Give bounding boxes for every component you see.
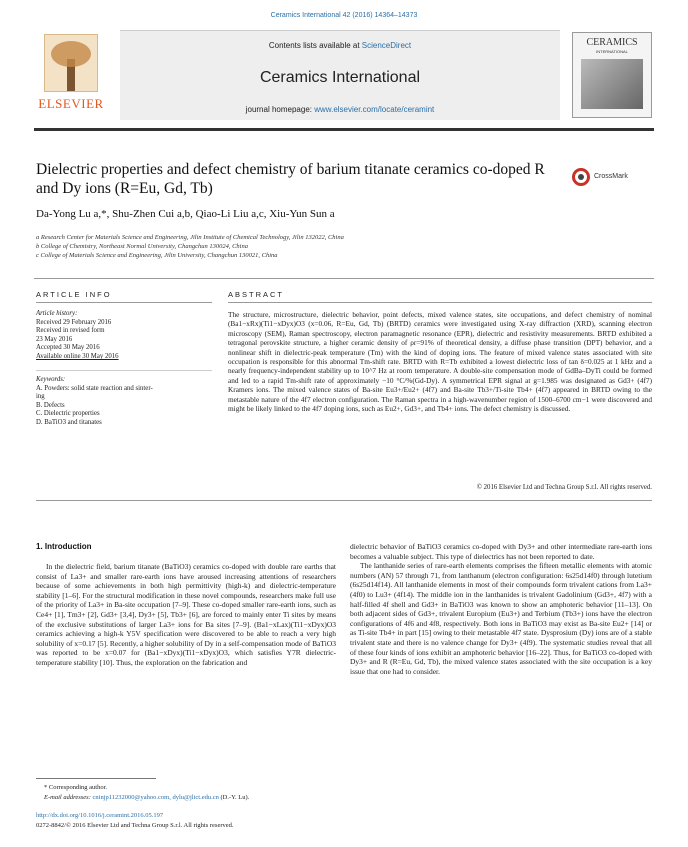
abstract-bottom-rule	[36, 500, 652, 501]
keywords-label: Keywords:	[36, 376, 66, 383]
homepage-link[interactable]: www.elsevier.com/locate/ceramint	[314, 105, 435, 114]
email-label: E-mail addresses:	[44, 794, 93, 801]
history-received: Received 29 February 2016	[36, 318, 112, 326]
email-links[interactable]: cninjp11232000@yahoo.com, dylu@jlict.edu.cn	[92, 794, 219, 801]
affiliation-c: c College of Materials Science and Engineering, Jilin University, Changchun 130021, China	[36, 252, 278, 259]
abstract-heading: ABSTRACT	[228, 290, 285, 299]
intro-paragraph-2: The lanthanide series of rare-earth elements comprises the fifteen metallic elements with atomic numbers (AN) 57 through 71, from lanthanum (electron configuration: 6s25d14f0) through lutetium (6s25d14f14). All lanthanide elements in most of their compounds form trivalent cations from La3+ (4f0) to Lu3+ (4f14). The middle ion in the lanthanides is trivalent Gadolinium (Gd3+, 4f7) with a half-filled 4f shell and Gd3+ in BaTiO3 was known to show an amphoteric behavior [11–13]. On both adjacent sides of Gd3+, trivalent Europium (Eu3+) and Terbium (Tb3+) ions have the electron configurations of 4f6 and 4f8, respectively. Both ions in BaTiO3 may exist as Ba-site Eu2+ [14] or as Ti-site Tb4+ in part [15] owing to their metastable 4f7 state. Dysprosium (Dy) ions are of a stable trivalent state and there is no valence change for Dy3+ (4f9). The systematic studies reveal that all of these four kinds of ions exhibit an amphoteric behavior [16–22]. Thus, for BaTiO3 co-doped with Dy3+ and R (R=Eu, Gd, Tb), the mixed valence states associated with the site occupation is a key issue that one had to consider.	[350, 561, 652, 676]
article-info-heading: ARTICLE INFO	[36, 290, 112, 299]
cover-image	[581, 59, 643, 109]
abstract-rule	[228, 302, 652, 303]
contents-prefix: Contents lists available at	[268, 41, 362, 50]
history-online: Available online 30 May 2016	[36, 352, 119, 360]
crossmark-label: CrossMark	[594, 173, 628, 180]
email-note	[44, 794, 249, 801]
keyword-2: B. Defects	[36, 401, 65, 409]
article-history	[36, 310, 212, 362]
history-label: Article history:	[36, 310, 78, 317]
header-divider	[34, 278, 654, 279]
cover-subtitle: INTERNATIONAL	[596, 49, 628, 54]
journal-banner	[120, 30, 560, 120]
sciencedirect-link[interactable]: ScienceDirect	[361, 41, 412, 50]
abstract-copyright: © 2016 Elsevier Ltd and Techna Group S.r.l. All rights reserved.	[476, 484, 652, 491]
contents-line	[120, 41, 560, 50]
history-revised: Received in revised form	[36, 327, 105, 335]
affiliation-b: b College of Chemistry, Northeast Normal University, Changchun 130024, China	[36, 243, 248, 250]
elsevier-logo[interactable]	[34, 30, 108, 120]
introduction-heading: 1. Introduction	[36, 542, 92, 551]
abstract-body: The structure, microstructure, dielectric behavior, point defects, mixed valence states, site occupations, and defect chemistry of nominal (Ba1−xRx)(Ti1−xDyx)O3 (x=0.06, R=Eu, Gd, Tb) (BRTD) ceramics were investigated using X-ray diffraction (XRD), scanning electron microscopy (SEM), Raman spectroscopy, electron paramagnetic resonance (EPR), dielectric and resistivity measurements. BRTD exhibited a tetragonal perovskite structure, a higher ceramic density of ρr=91% of theoretical density, a diffuse phase transition (DPT) behavior, and a nonlinear shift in dielectric-peak temperature (Tm) with the kind of doping ions. The feature of mixed valence states associated with site occupation is responsible for this abnormal Tm-shift rate. BRTD with R=Tb exhibited a lowest dielectric loss of tan δ=0.025 at 1 kHz and a nearly frequency-independent stability up to 10^7 Hz at room temperature. A double-site compensation mode of GdBa–DyTi could be formed and led to a rapid Tm-shift rate of approximately −10 °C/%(Gd-Dy). A symmetrical EPR signal at g=1.985 was designated as Gd3+ (4f7) Kramers ions. The mixed valence states of Ba-site Eu3+/Eu2+ (4f7) and Ba-site Tb3+/Ti-site Tb4+ (4f7) appeared in BRTD owing to the metastable nature of the 4f7 electron configuration. The Raman spectra in a high-wavenumber region of 1500–6700 cm−1 were discovered and might be likely linked to the 4f7 doping ions, such as Eu2+, Gd3+, and Tb4+ ions. The defect chemistry is discussed.	[228, 310, 652, 414]
intro-right-column	[350, 542, 652, 676]
journal-reference[interactable]: Ceramics International 42 (2016) 14364–14373	[270, 12, 418, 19]
intro-paragraph-1-cont: dielectric behavior of BaTiO3 ceramics co-doped with Dy3+ and other intermediate rare-earth ions becomes a valuable subject. This type of dielectrics has not been reported to date.	[350, 542, 652, 561]
journal-title: Ceramics International	[259, 69, 421, 86]
article-title: Dielectric properties and defect chemistry of barium titanate ceramics co-doped R and Dy ions (R=Eu, Gd, Tb)	[36, 161, 545, 197]
cover-title: CERAMICS	[586, 37, 638, 48]
history-accepted: Accepted 30 May 2016	[36, 344, 100, 352]
intro-paragraph-1: In the dielectric field, barium titanate (BaTiO3) ceramics co-doped with double rare earths that consist of La3+ and smaller rare-earth ions have aroused increasing attentions of researchers because of some achievements in both high permittivity (high-k) and dielectric-temperature stability [1–6]. For the structural modification in these novel compounds, researchers make full use of the priority of La3+ in Ba-site occupation [7–9]. These co-doped smaller rare-earth ions, such as Ce4+ [1], Tm3+ [2], Gd3+ [3,4], Dy3+ [5], Tb3+ [6], are forced to mainly enter Ti sites by means of the exclusive substitutions of larger La3+ ions for Ba sites [7–9]. (Ba1−xLax)(Ti1−xDyx)O3 ceramics achieving a high-k Y5V specification were discovered to be able to reach a very high solubility of x=0.17 [5]. Recently, a higher solubility of Dy in a self-compensation mode of BaTiO3 was reported to be x=0.07 for (Ba1−xDyx)(Ti1−xDyx)O3, which satisfies Y7R dielectric-temperature stability [10]. Thus, the exploration on the fabrication and	[36, 562, 336, 667]
elsevier-wordmark: ELSEVIER	[38, 96, 104, 111]
homepage-line	[120, 105, 560, 114]
crossmark-icon	[572, 168, 590, 186]
keyword-3: C. Dielectric properties	[36, 410, 100, 418]
email-suffix: (D.-Y. Lu).	[218, 794, 250, 801]
keyword-1-cont: ing	[36, 393, 45, 401]
article-info-rule	[36, 302, 212, 303]
masthead-divider	[34, 128, 654, 131]
footnote-rule	[36, 778, 156, 779]
keywords-block	[36, 376, 212, 428]
author-list[interactable]: Da-Yong Lu a,*, Shu-Zhen Cui a,b, Qiao-Li Liu a,c, Xiu-Yun Sun a	[36, 208, 335, 220]
issn-copyright: 0272-8842/© 2016 Elsevier Ltd and Techna Group S.r.l. All rights reserved.	[36, 822, 234, 829]
masthead	[34, 30, 654, 122]
doi-link[interactable]: http://dx.doi.org/10.1016/j.ceramint.2016.05.197	[36, 812, 164, 819]
keyword-1: A. Powders: solid state reaction and sinter-	[36, 384, 153, 392]
homepage-prefix: journal homepage:	[245, 105, 315, 114]
history-revised-date: 23 May 2016	[36, 335, 73, 343]
keywords-rule	[36, 370, 212, 371]
journal-cover-thumbnail[interactable]	[572, 32, 652, 118]
corresponding-author-note: * Corresponding author.	[44, 784, 108, 791]
intro-left-column	[36, 562, 336, 668]
elsevier-tree-icon	[44, 34, 98, 92]
keyword-4: D. BaTiO3 and titanates	[36, 418, 102, 426]
crossmark-badge[interactable]	[572, 168, 652, 190]
affiliation-a: a Research Center for Materials Science and Engineering, Jilin Institute of Chemical Technology, Jilin 132022, China	[36, 234, 344, 241]
